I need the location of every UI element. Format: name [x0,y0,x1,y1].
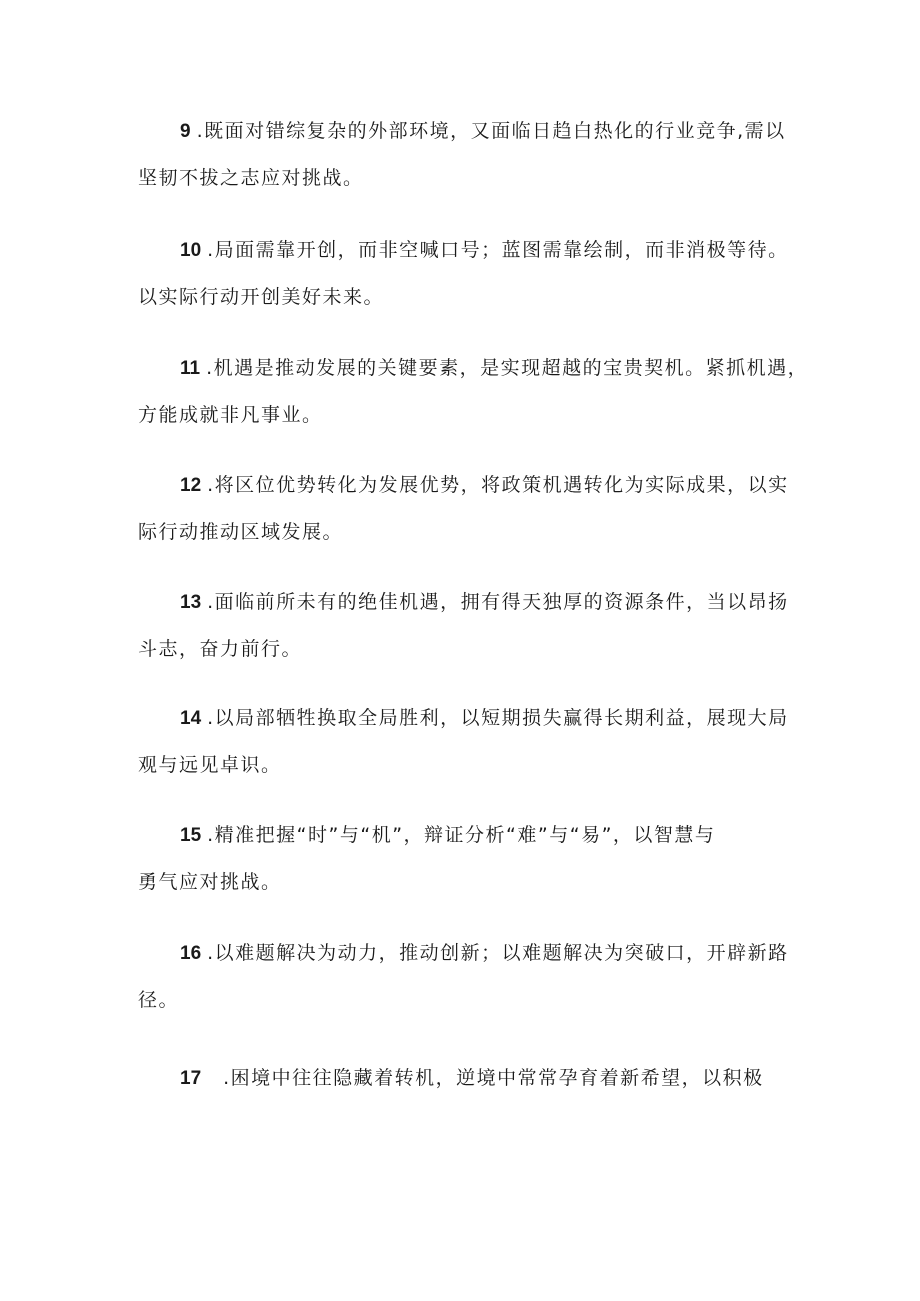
item-text: .困境中往往隐藏着转机，逆境中常常孕育着新希望，以积极 [223,1067,764,1089]
list-item-10 [138,227,788,321]
item-continuation-line: 际行动推动区域发展。 [138,521,344,543]
list-item-first-line [138,108,788,155]
item-number: 17 [180,1068,202,1089]
list-item-17 [138,1055,788,1102]
item-number: 10 [180,240,202,261]
item-number: 15 [180,825,202,846]
list-item-13 [138,579,788,673]
list-item-first-line [138,812,788,859]
item-number: 14 [180,708,202,729]
list-item-9 [138,108,788,202]
item-text: .以局部牺牲换取全局胜利，以短期损失赢得长期利益，展现大局 [207,707,789,729]
item-text: .将区位优势转化为发展优势，将政策机遇转化为实际成果，以实 [207,474,789,496]
item-text: .既面对错综复杂的外部环境，又面临日趋白热化的行业竞争,需以 [196,120,786,142]
item-continuation-line: 坚韧不拔之志应对挑战。 [138,167,364,189]
item-text: .面临前所未有的绝佳机遇，拥有得天独厚的资源条件，当以昂扬 [207,591,789,613]
list-item-15 [138,812,788,906]
list-item-12 [138,462,788,556]
item-continuation-line: 方能成就非凡事业。 [138,404,323,426]
list-item-first-line [138,345,809,392]
item-continuation-line: 观与远见卓识。 [138,754,282,776]
item-number: 11 [180,358,201,379]
list-item-first-line [138,1055,788,1102]
item-continuation-line: 勇气应对挑战。 [138,871,282,893]
list-item-14 [138,695,788,789]
item-continuation-line: 以实际行动开创美好未来。 [138,286,385,308]
item-text: .机遇是推动发展的关键要素，是实现超越的宝贵契机。紧抓机遇， [206,357,809,379]
item-continuation-line: 斗志，奋力前行。 [138,638,303,660]
item-text: .以难题解决为动力，推动创新；以难题解决为突破口，开辟新路 [207,942,789,964]
list-item-11 [138,345,809,439]
list-item-first-line [138,579,788,626]
list-item-first-line [138,462,788,509]
list-item-first-line [138,695,788,742]
list-item-first-line [138,930,788,977]
list-item-first-line [138,227,788,274]
item-number: 12 [180,475,202,496]
item-continuation-line: 径。 [138,989,180,1011]
item-number: 9 [180,121,191,142]
list-item-16 [138,930,788,1024]
item-number: 13 [180,592,202,613]
item-text: .局面需靠开创，而非空喊口号；蓝图需靠绘制，而非消极等待。 [207,239,789,261]
item-text: .精准把握“时”与“机”，辩证分析“难”与“易”，以智慧与 [207,824,716,846]
item-number: 16 [180,943,202,964]
